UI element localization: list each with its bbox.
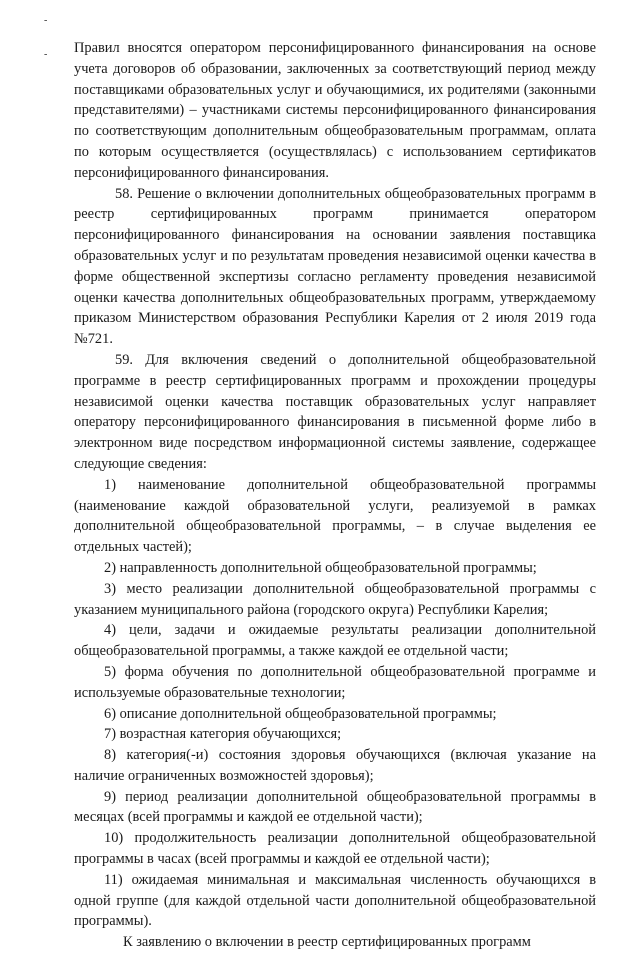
list-item: 4) цели, задачи и ожидаемые результаты реализации дополнительной общеобразовательной программы, а также каждой ее отдельной части;	[74, 622, 596, 660]
list-item: 1) наименование дополнительной общеобразовательной программы (наименование каждой образовательной услуги, реализуемой в рамках дополнительной общеобразовательной программы, – в случае выделения ее отдельных частей);	[74, 476, 596, 556]
margin-mark: -	[44, 49, 48, 60]
paragraph-continuation: Правил вносятся оператором персонифицированного финансирования на основе учета договоров об образовании, заключенных за соответствующий период между поставщиками образовательных услуг и обучающимися, их родителями (законными представителями) – участниками системы персонифицированного финансирования по соответствующим дополнительным общеобразовательным программам, оплата по которым осуществляется (осуществлялась) с использованием сертификатов персонифицированного финансирования.	[74, 40, 596, 181]
list-item: 8) категория(-и) состояния здоровья обучающихся (включая указание на наличие ограниченных возможностей здоровья);	[74, 747, 596, 784]
paragraph-58: 58. Решение о включении дополнительных общеобразовательных программ в реестр сертифицированных программ принимается оператором персонифицированного финансирования на основании заявления поставщика образовательных услуг и по результатам проведения независимой оценки качества в форме общественной экспертизы согласно регламенту проведения независимой оценки качества дополнительных общеобразовательных программ, утверждаемому приказом Министерством образования Республики Карелия от 2 июля 2019 года №721.	[74, 185, 596, 348]
document-body	[74, 38, 596, 953]
list-item: 11) ожидаемая минимальная и максимальная численность обучающихся в одной группе (для каждой отдельной части дополнительной общеобразовательной программы).	[74, 871, 596, 930]
margin-mark: -	[44, 15, 48, 26]
paragraph-59: 59. Для включения сведений о дополнительной общеобразовательной программе в реестр сертифицированных программ и прохождении процедуры независимой оценки качества поставщик образовательных услуг направляет оператору персонифицированного финансирования в письменной форме либо в электронном виде посредством информационной системы заявление, содержащее следующие сведения:	[74, 351, 596, 472]
list-item: 5) форма обучения по дополнительной общеобразовательной программе и используемые образовательные технологии;	[74, 663, 596, 701]
list-item: 6) описание дополнительной общеобразовательной программы;	[104, 705, 497, 722]
list-item: 10) продолжительность реализации дополнительной общеобразовательной программы в часах (всей программы и каждой ее отдельной части);	[74, 830, 596, 868]
list-item: 7) возрастная категория обучающихся;	[104, 726, 342, 743]
list-item: 3) место реализации дополнительной общеобразовательной программы с указанием муниципального района (городского округа) Республики Карелия;	[74, 580, 596, 618]
list-item: 2) направленность дополнительной общеобразовательной программы;	[104, 559, 537, 576]
list-item: 9) период реализации дополнительной общеобразовательной программы в месяцах (всей программы и каждой ее отдельной части);	[74, 788, 596, 826]
paragraph-attachments: К заявлению о включении в реестр сертифицированных программ	[123, 934, 531, 951]
